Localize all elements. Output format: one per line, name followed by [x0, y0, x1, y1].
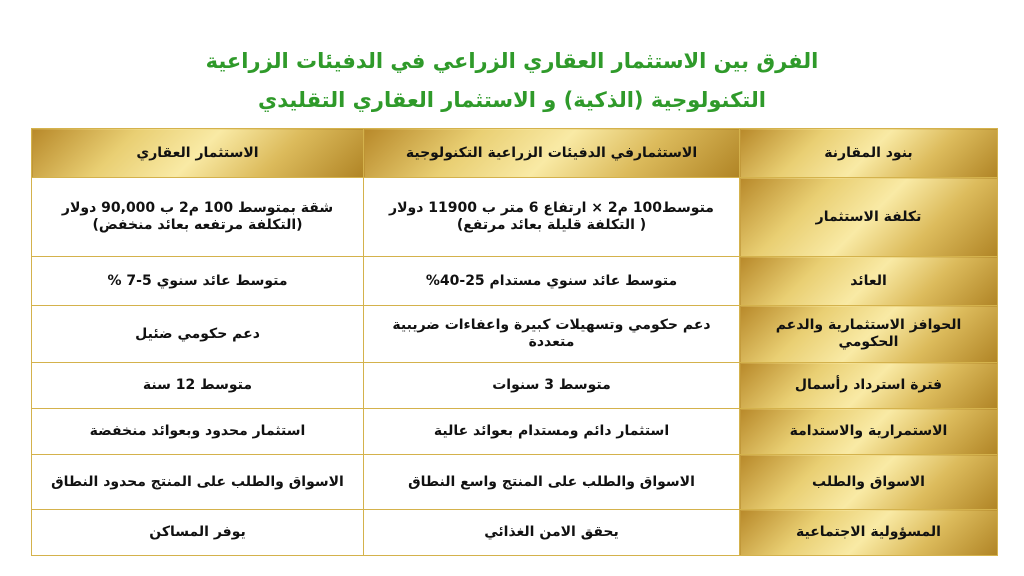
cell-real-social-responsibility: يوفر المساكن [32, 510, 364, 556]
cell-real-sustainability: استثمار محدود وبعوائد منخفضة [32, 409, 364, 455]
cell-real-return: متوسط عائد سنوي 5-7 % [32, 257, 364, 306]
row-label-markets-demand: الاسواق والطلب [740, 455, 998, 510]
cell-real-markets-demand: الاسواق والطلب على المنتج محدود النطاق [32, 455, 364, 510]
cell-tech-investment-cost [364, 178, 740, 257]
table-row [32, 510, 998, 556]
row-label-investment-cost: تكلفة الاستثمار [740, 178, 998, 257]
cell-real-investment-cost [32, 178, 364, 257]
cell-line: ( التكلفة قليلة بعائد مرتفع) [456, 217, 647, 233]
row-label-payback-period: فترة استرداد رأسمال [740, 363, 998, 409]
table-row [32, 455, 998, 510]
row-label-return: العائد [740, 257, 998, 306]
row-label-social-responsibility: المسؤولية الاجتماعية [740, 510, 998, 556]
cell-real-payback-period: متوسط 12 سنة [32, 363, 364, 409]
title-line-1: الفرق بين الاستثمار العقاري الزراعي في الدفيئات الزراعية [205, 49, 819, 73]
table-row [32, 306, 998, 363]
table-row [32, 363, 998, 409]
cell-line: شقة بمتوسط 100 م2 ب 90,000 دولار [61, 200, 334, 216]
cell-tech-incentives: دعم حكومي وتسهيلات كبيرة واعفاءات ضريبية متعددة [364, 306, 740, 363]
cell-tech-social-responsibility: يحقق الامن الغذائي [364, 510, 740, 556]
cell-real-incentives: دعم حكومي ضئيل [32, 306, 364, 363]
header-comparison-items: بنود المقارنة [740, 129, 998, 178]
cell-tech-markets-demand: الاسواق والطلب على المنتج واسع النطاق [364, 455, 740, 510]
cell-line: متوسط100 م2 × ارتفاع 6 متر ب 11900 دولار [389, 200, 714, 216]
table-header-row [32, 129, 998, 178]
page-title [0, 42, 1024, 120]
table-row [32, 178, 998, 257]
cell-tech-return: متوسط عائد سنوي مستدام 25-40% [364, 257, 740, 306]
cell-tech-payback-period: متوسط 3 سنوات [364, 363, 740, 409]
header-real-estate-investment: الاستثمار العقاري [32, 129, 364, 178]
cell-line: (التكلفة مرتفعه بعائد منخفض) [92, 217, 303, 233]
row-label-sustainability: الاستمرارية والاستدامة [740, 409, 998, 455]
header-tech-greenhouse-investment: الاستثمارفي الدفيئات الزراعية التكنولوجية [364, 129, 740, 178]
title-line-2: التكنولوجية (الذكية) و الاستثمار العقاري التقليدي [258, 88, 766, 112]
row-label-incentives: الحوافز الاستثمارية والدعم الحكومي [740, 306, 998, 363]
table-row [32, 257, 998, 306]
table-row [32, 409, 998, 455]
cell-tech-sustainability: استثمار دائم ومستدام بعوائد عالية [364, 409, 740, 455]
comparison-table [31, 128, 998, 556]
